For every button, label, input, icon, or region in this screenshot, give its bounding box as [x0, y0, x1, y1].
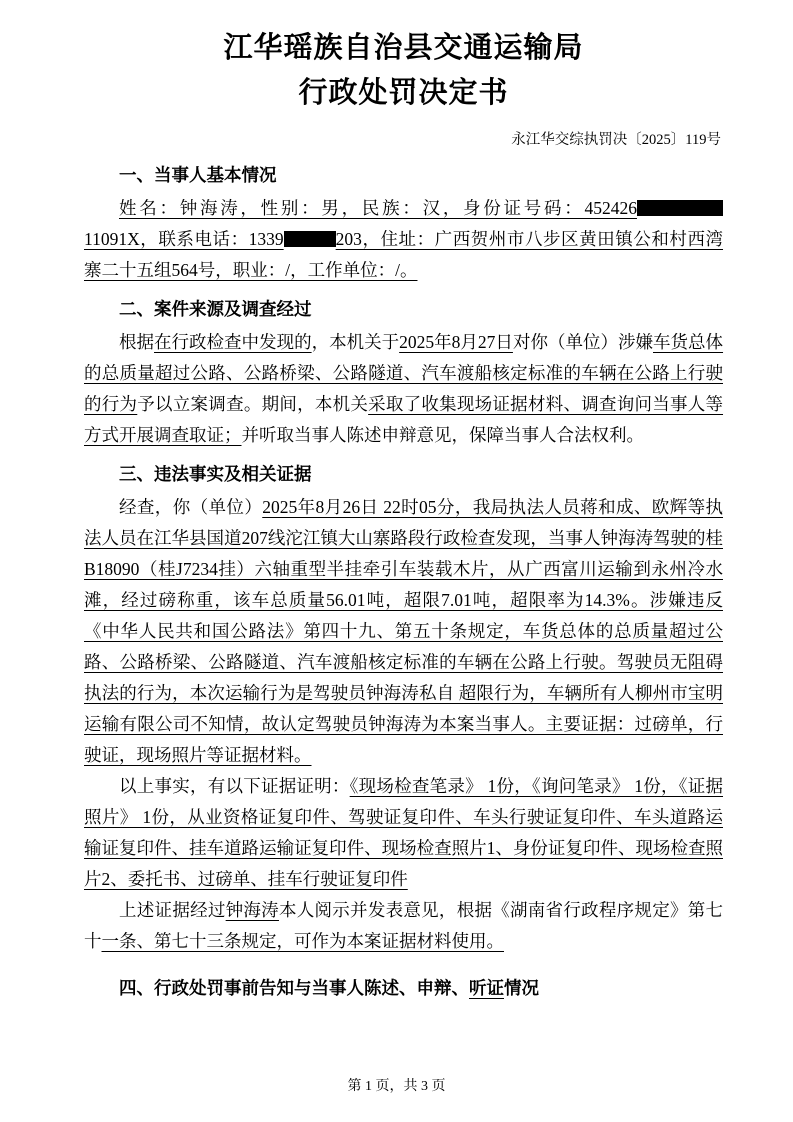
- section-heading: [84, 459, 723, 490]
- text-segment: 2025年8月26日 22时05分，我局执法人员蒋和成、欧辉等执法人员在江华县国道207线沱江镇大山寨路段行政检查发现，当事人钟海涛驾驶的桂B18090（桂J7234挂）六轴重型半挂牵引车装载木片，从广西富川运输到永州冷水滩，经过磅称重，该车总质量56.01吨，超限7.01吨，超限率为14.3%。涉嫌违反《中华人民共和国公路法》第四十九、第五十条规定，车货总体的总质量超过公路、公路桥梁、公路隧道、汽车渡船核定标准的车辆在公路上行驶。驾驶员无阻碍执法的行为，本次运输行为是驾驶员钟海涛私自 超限行为，车辆所有人柳州市宝明运输有限公司不知情，故认定驾驶员钟海涛为本案当事人。主要证据：过磅单，行驶证，现场照片等证据材料。: [84, 497, 724, 765]
- redaction-box: [637, 200, 723, 216]
- section-heading: [84, 160, 723, 191]
- text-segment: 11091X，联系电话：1339: [84, 229, 284, 249]
- text-segment: 本人阅示并发表意见，根据《湖南省行政程序规定》第七十: [84, 900, 724, 951]
- text-segment: 三、违法事实及相关证据: [119, 464, 312, 484]
- text-segment: 采取了收集现场证据材料、调查询问当事人等方式开展调查取证；: [84, 394, 724, 445]
- paragraph: [84, 771, 723, 895]
- text-segment: 听证: [469, 978, 504, 998]
- text-segment: 203，住址：广西贺州市八步区黄田镇公和村西湾寨二十五组564号，职业：/，工作单位：/。: [84, 229, 724, 280]
- redaction-box: [284, 231, 336, 247]
- text-segment: 经查，你（单位）: [119, 497, 263, 517]
- text-segment: 情况: [504, 978, 539, 998]
- paragraph: [84, 492, 723, 771]
- text-segment: 钟海涛: [225, 900, 279, 920]
- text-segment: 车货总体的总质量超过公路、公路桥梁、公路隧道、汽车渡船核定标准的车辆在公路上行驶的行为: [84, 332, 724, 414]
- document-title-line1: 江华瑶族自治县交通运输局: [223, 32, 584, 64]
- document-title-line2: 行政处罚决定书: [298, 77, 509, 109]
- document-body: [84, 160, 723, 1004]
- text-segment: 对你（单位）涉嫌: [512, 332, 653, 352]
- text-segment: 《现场检查笔录》 1份，《询问笔录》 1份，《证据照片》 1份，从业资格证复印件、驾驶证复印件、车头行驶证复印件、车头道路运输证复印件、挂车道路运输证复印件、现场检查照片1、身份证复印件、现场检查照片2、委托书、过磅单、挂车行驶证复印件: [84, 776, 724, 889]
- paragraph: [84, 193, 723, 286]
- section-heading: [84, 973, 723, 1004]
- text-segment: ，本机关于: [311, 332, 400, 352]
- document-number: 永江华交综执罚决〔2025〕119号: [511, 132, 721, 148]
- text-segment: 一、当事人基本情况: [119, 165, 277, 185]
- text-segment: 一条、第七十三条规定，可作为本案证据材料使用。: [101, 931, 504, 951]
- text-segment: 二、案件来源及调查经过: [119, 299, 312, 319]
- paragraph: [84, 895, 723, 957]
- text-segment: 在行政检查中发现的: [154, 332, 312, 352]
- paragraph: [84, 327, 723, 451]
- page-footer: 第 1 页，共 3 页: [347, 1079, 446, 1094]
- text-segment: 姓名：钟海涛，性别：男，民族：汉，身份证号码：452426: [119, 198, 637, 218]
- text-segment: 并听取当事人陈述申辩意见，保障当事人合法权利。: [241, 425, 644, 445]
- text-segment: 2025年8月27日: [399, 332, 513, 352]
- text-segment: 上述证据经过: [119, 900, 226, 920]
- section-heading: [84, 294, 723, 325]
- text-segment: 根据: [119, 332, 155, 352]
- text-segment: 四、行政处罚事前告知与当事人陈述、申辩、: [119, 978, 469, 998]
- text-segment: 予以立案调查。期间，本机关: [137, 394, 369, 414]
- text-segment: 以上事实，有以下证据证明：: [119, 776, 350, 796]
